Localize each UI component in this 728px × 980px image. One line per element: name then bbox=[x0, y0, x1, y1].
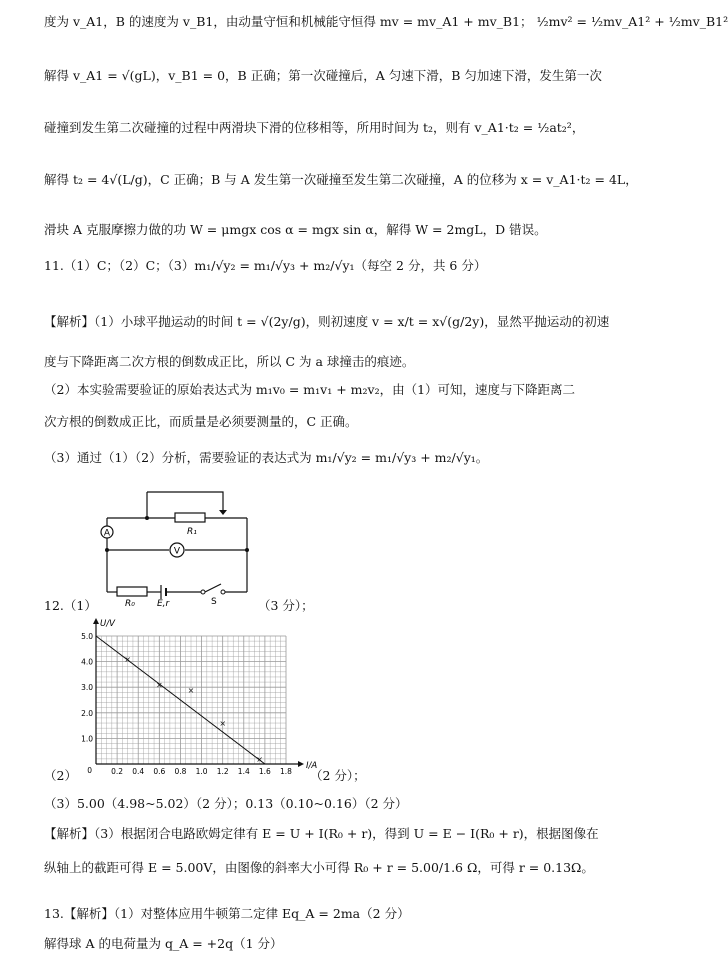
analysis-11-1-cont: 度与下降距离二次方根的倒数成正比，所以 C 为 a 球撞击的痕迹。 bbox=[44, 354, 415, 369]
switch-label: S bbox=[211, 597, 217, 607]
x-axis-label: I/A bbox=[306, 761, 318, 771]
analysis-11-2: （2）本实验需要验证的原始表达式为 m₁v₀ = m₁v₁ + m₂v₂，由（1）可知，速度与下降距离二 bbox=[44, 382, 576, 397]
x-tick-label: 1.2 bbox=[216, 767, 229, 776]
analysis-12-3-cont: 纵轴上的截距可得 E = 5.00V，由图像的斜率大小可得 R₀ + r = 5.00/1.6 Ω，可得 r = 0.13Ω。 bbox=[44, 860, 594, 875]
analysis-11-3: （3）通过（1）（2）分析，需要验证的表达式为 m₁/√y₂ = m₁/√y₃ + m₂/√y₁。 bbox=[44, 450, 489, 465]
x-tick-label: 0.6 bbox=[153, 767, 166, 776]
data-point: × bbox=[256, 754, 263, 764]
y-tick-label: 4.0 bbox=[81, 657, 93, 667]
voltmeter-label: V bbox=[173, 546, 181, 557]
analysis-11-2-cont: 次方根的倒数成正比，而质量是必须要测量的，C 正确。 bbox=[44, 414, 358, 429]
y-tick-label: 2.0 bbox=[81, 708, 93, 718]
answer-12-1-score: （3 分）； bbox=[258, 598, 314, 613]
text-line-1 bbox=[44, 14, 728, 30]
er-label: E,r bbox=[157, 599, 170, 609]
r0-label: R₀ bbox=[125, 599, 135, 609]
line-1-text: 度为 v_A1，B 的速度为 v_B1，由动量守恒和机械能守恒得 mv = mv_A1 + mv_B1； bbox=[44, 14, 533, 29]
x-tick-label: 0.2 bbox=[111, 767, 124, 776]
line-1-equation: ½mv² = ½mv_A1² + ½mv_B1² bbox=[536, 14, 728, 29]
analysis-12-3: 【解析】（3）根据闭合电路欧姆定律有 E = U + I(R₀ + r)，得到 U = E − I(R₀ + r)，根据图像在 bbox=[44, 826, 599, 841]
text-line-4: 解得 t₂ = 4√(L/g)，C 正确；B 与 A 发生第一次碰撞至发生第二次碰撞，A 的位移为 x = v_A1·t₂ = 4L， bbox=[44, 172, 638, 187]
data-point: × bbox=[187, 685, 195, 695]
text-line-5: 滑块 A 克服摩擦力做的功 W = μmgx cos α = mgx sin α，解得 W = 2mgL，D 错误。 bbox=[44, 222, 547, 237]
r0-resistor bbox=[117, 587, 147, 596]
circuit-diagram bbox=[95, 488, 265, 609]
y-tick-label: 1.0 bbox=[81, 734, 93, 744]
y-tick-label: 5.0 bbox=[81, 632, 93, 641]
y-axis-label: U/V bbox=[100, 619, 115, 629]
ammeter-label: A bbox=[103, 528, 111, 539]
data-point: × bbox=[124, 655, 132, 665]
answer-12-2-label: （2） bbox=[44, 768, 77, 783]
answer-12-3: （3）5.00（4.98~5.02）（2 分）；0.13（0.10~0.16）（2 分） bbox=[44, 796, 408, 811]
analysis-11-1: 【解析】（1）小球平抛运动的时间 t = √(2y/g)，则初速度 v = x/t = x√(g/2y)，显然平抛运动的初速 bbox=[44, 314, 610, 329]
x-tick-label: 1.8 bbox=[280, 767, 292, 776]
x-axis-arrow bbox=[298, 761, 304, 767]
origin-label: 0 bbox=[87, 766, 92, 775]
x-tick-label: 0.4 bbox=[132, 767, 145, 776]
y-axis-arrow bbox=[93, 618, 99, 624]
data-point: × bbox=[219, 719, 227, 729]
y-tick-label: 3.0 bbox=[81, 683, 93, 693]
answer-12-2-score: （2 分）； bbox=[310, 768, 366, 783]
r1-label: R₁ bbox=[187, 527, 197, 537]
answer-12-1-label: 12.（1） bbox=[44, 598, 97, 613]
x-tick-label: 1.6 bbox=[258, 767, 271, 776]
x-tick-label: 1.4 bbox=[237, 767, 250, 776]
answer-11: 11.（1）C；（2）C；（3）m₁/√y₂ = m₁/√y₃ + m₂/√y₁（每空 2 分，共 6 分） bbox=[44, 258, 487, 273]
text-line-3: 碰撞到发生第二次碰撞的过程中两滑块下滑的位移相等，所用时间为 t₂，则有 v_A1·t₂ = ½at₂²， bbox=[44, 120, 585, 135]
answer-13: 13.【解析】（1）对整体应用牛顿第二定律 Eq_A = 2ma（2 分） bbox=[44, 906, 410, 921]
text-line-2: 解得 v_A1 = √(gL)，v_B1 = 0，B 正确；第一次碰撞后，A 匀速下滑，B 匀加速下滑，发生第一次 bbox=[44, 68, 602, 83]
answer-13-cont: 解得球 A 的电荷量为 q_A = +2q（1 分） bbox=[44, 936, 283, 951]
x-tick-label: 0.8 bbox=[174, 767, 187, 776]
r1-resistor bbox=[175, 513, 205, 522]
x-tick-label: 1.0 bbox=[195, 767, 208, 776]
u-i-chart bbox=[72, 618, 318, 780]
data-point: × bbox=[155, 680, 163, 690]
